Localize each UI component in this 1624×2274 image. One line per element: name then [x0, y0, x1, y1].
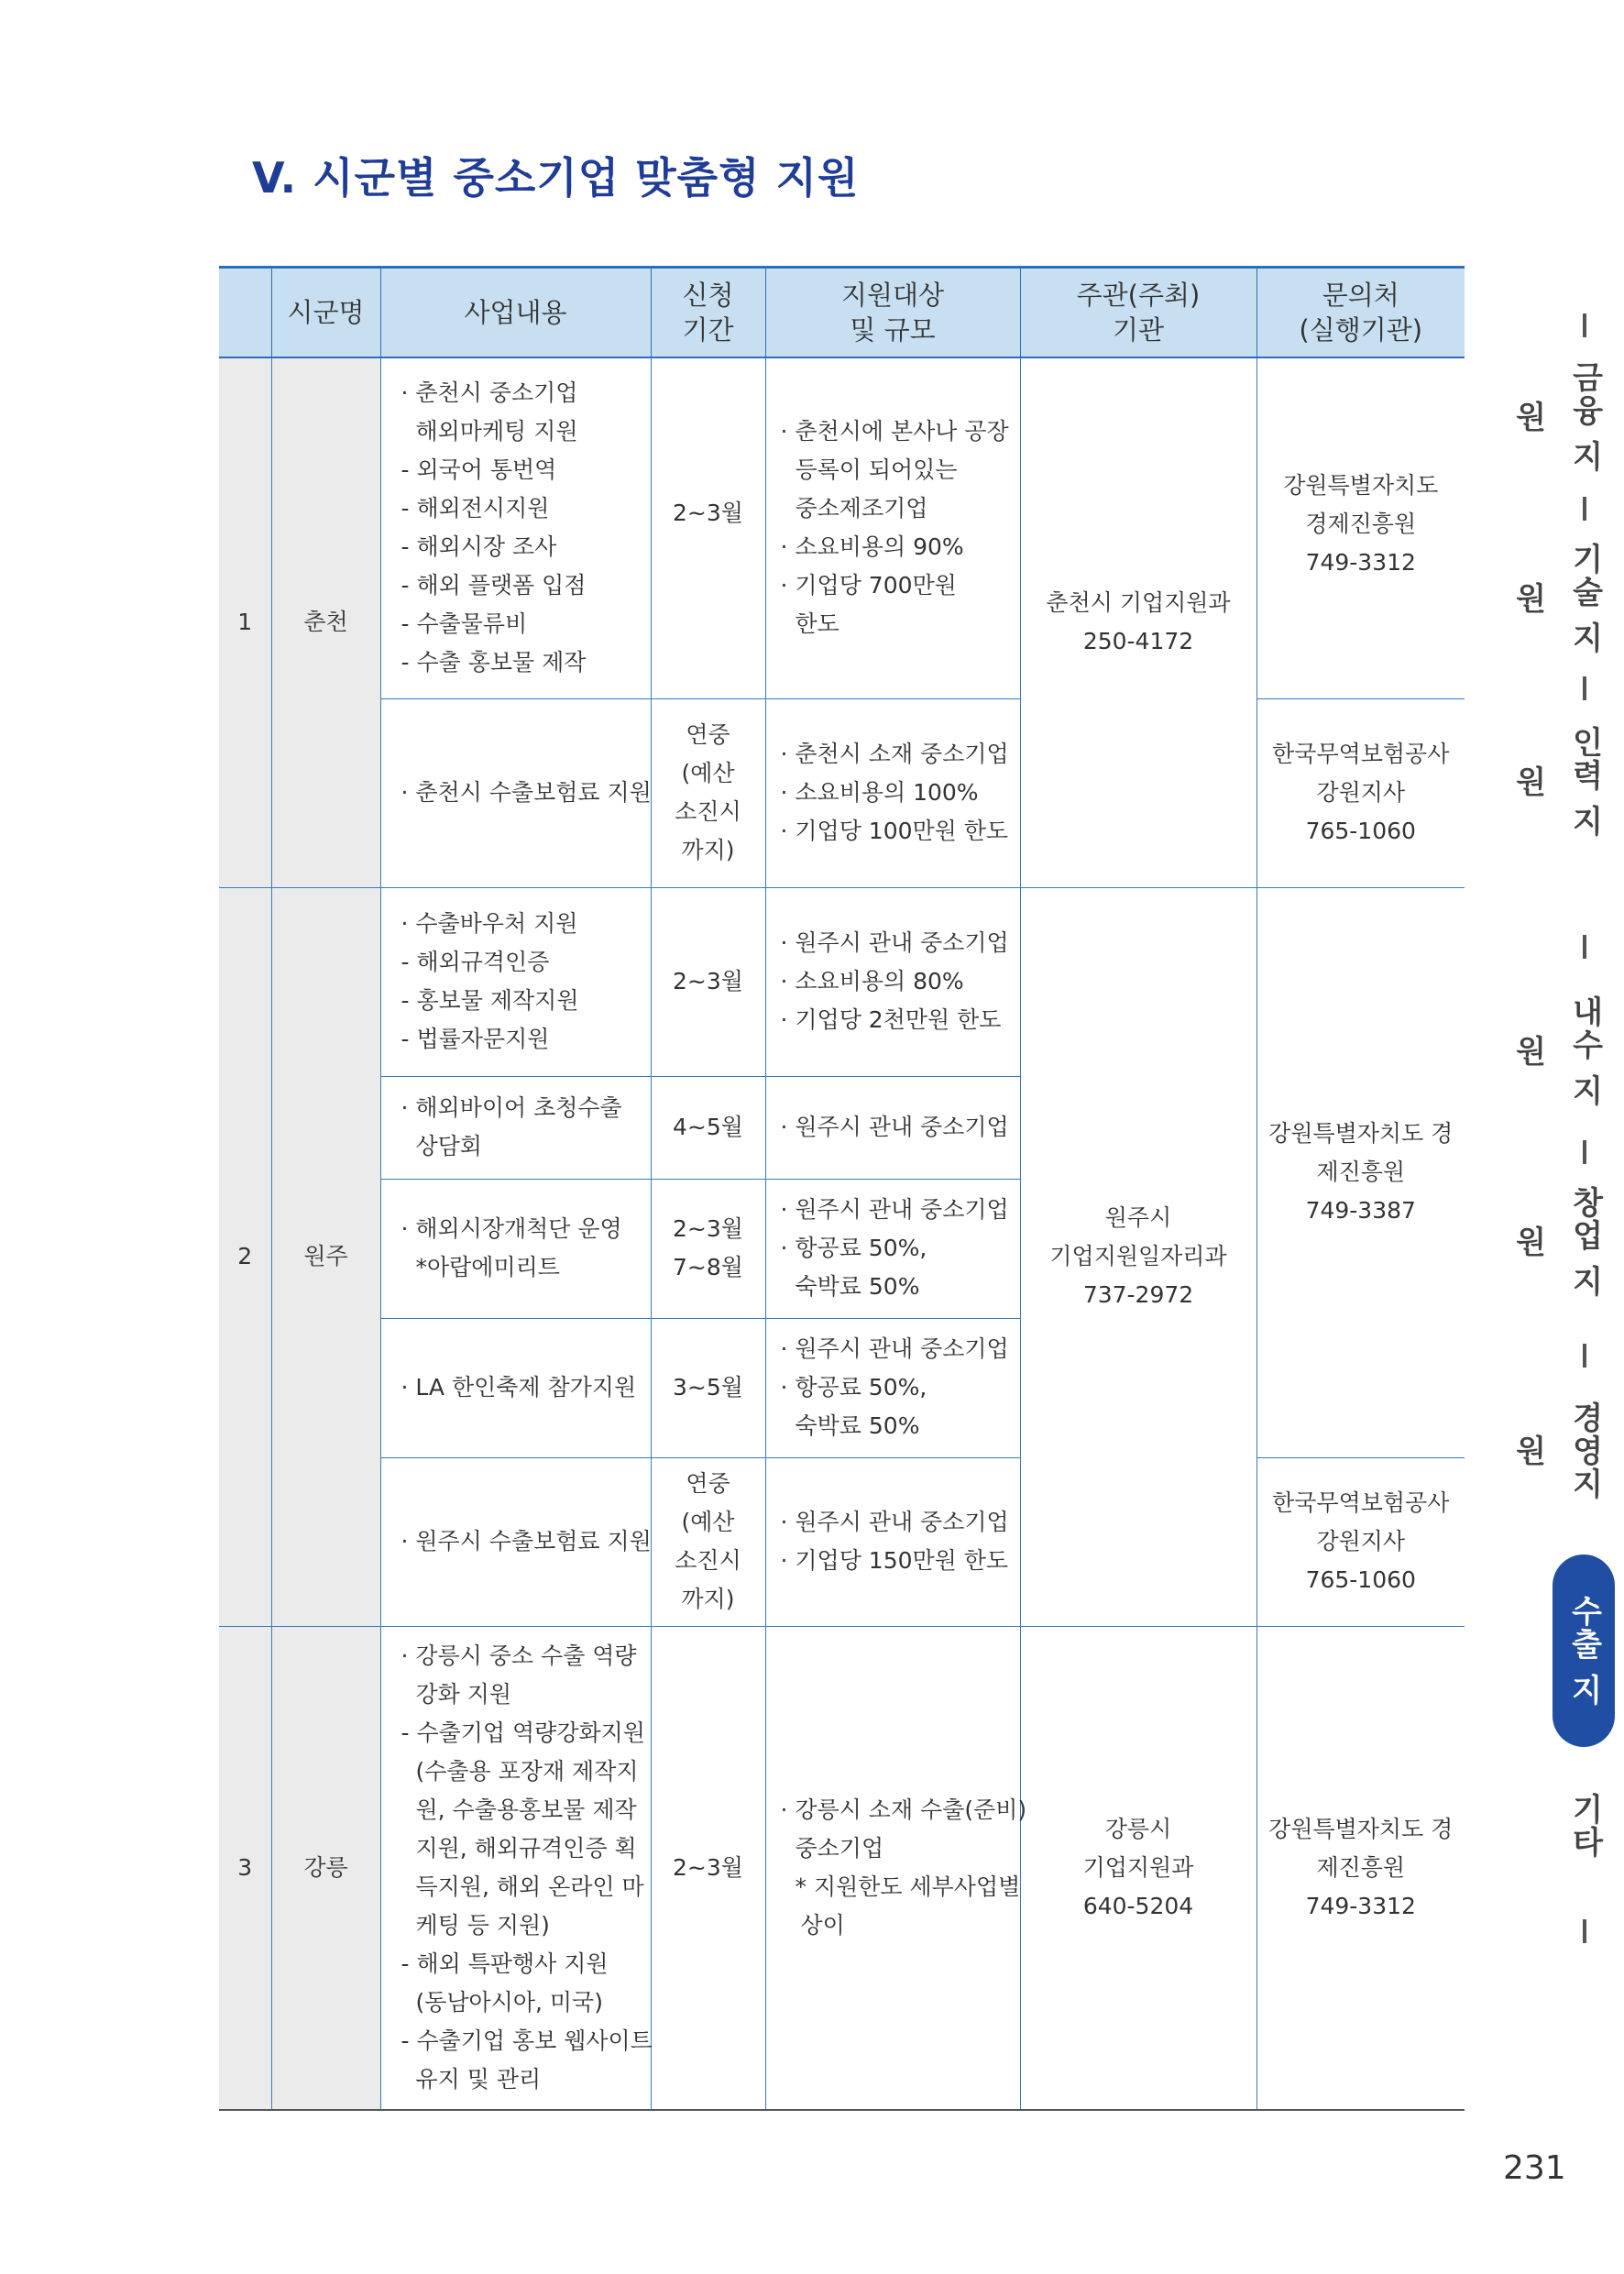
- target-line: · 원주시 관내 중소기업: [780, 1196, 1009, 1223]
- target-line: 중소기업: [795, 1834, 884, 1862]
- period-line: 2~3월: [673, 968, 743, 994]
- project-line: 지원, 해외규격인증 획: [415, 1834, 637, 1862]
- table-row: [219, 698, 1465, 887]
- project-cell: [380, 1457, 651, 1626]
- tab-startup[interactable]: 창업 지원: [1509, 1186, 1603, 1298]
- period-line: 3~5월: [673, 1374, 743, 1401]
- period-line: 2~3월: [673, 1215, 743, 1242]
- table-row: [219, 1457, 1465, 1626]
- tab-export-active[interactable]: [1509, 1554, 1615, 1747]
- period-line: 까지): [681, 1586, 735, 1612]
- page-title: V. 시군별 중소기업 맞춤형 지원: [252, 153, 860, 203]
- project-line: · 춘천시 중소기업: [401, 379, 578, 407]
- target-line: 숙박료 50%: [795, 1273, 920, 1300]
- project-cell: [380, 1318, 651, 1457]
- contact-line: 강원특별자치도: [1283, 472, 1439, 499]
- target-line: · 원주시 관내 중소기업: [780, 1509, 1009, 1535]
- host-line: 기업지원일자리과: [1049, 1243, 1227, 1269]
- header-host: [1020, 268, 1256, 358]
- contact-line: 강원지사: [1316, 779, 1406, 806]
- project-line: 원, 수출용홍보물 제작: [415, 1796, 637, 1823]
- contact-cell: [1256, 698, 1465, 887]
- project-line: · 해외시장개척단 운영: [401, 1215, 622, 1242]
- period-line: 4~5월: [673, 1114, 743, 1140]
- project-line: - 해외시장 조사: [401, 533, 557, 561]
- period-cell: [651, 1457, 765, 1626]
- project-line: · 해외바이어 초청수출: [401, 1094, 622, 1121]
- period-line: (예산: [681, 1509, 735, 1535]
- city-name: 원주: [271, 887, 380, 1626]
- project-cell: [380, 357, 651, 698]
- contact-line: 제진흥원: [1316, 1853, 1406, 1881]
- target-line: 중소제조기업: [795, 495, 928, 522]
- header-host-line: 주관(주최): [1076, 280, 1201, 311]
- project-line: 득지원, 해외 온라인 마: [415, 1873, 644, 1900]
- row-number: 3: [219, 1626, 271, 2110]
- host-line: 기업지원과: [1082, 1853, 1194, 1881]
- host-line: 춘천시 기업지원과: [1046, 589, 1231, 617]
- header-period: [651, 268, 765, 358]
- project-line: - 해외규격인증: [401, 949, 550, 975]
- project-cell: [380, 887, 651, 1076]
- project-cell: [380, 698, 651, 887]
- header-target: [765, 268, 1020, 358]
- project-line: - 수출물류비: [401, 610, 528, 638]
- host-line: 강릉시: [1104, 1815, 1172, 1842]
- project-line: - 수출 홍보물 제작: [401, 649, 587, 676]
- table-header-row: [219, 268, 1465, 358]
- contact-cell: [1256, 1626, 1465, 2110]
- target-line: 숙박료 50%: [795, 1412, 920, 1439]
- period-cell: [651, 887, 765, 1076]
- header-num: [219, 268, 271, 358]
- contact-cell: [1256, 887, 1465, 1457]
- target-cell: [765, 1076, 1020, 1179]
- contact-cell: [1256, 357, 1465, 698]
- header-target-line: 지원대상: [840, 280, 945, 311]
- header-contact: [1256, 268, 1465, 358]
- contact-cell: [1256, 1457, 1465, 1626]
- period-line: 7~8월: [673, 1254, 743, 1280]
- header-period-line: 신청: [682, 280, 734, 311]
- target-line: · 소요비용의 80%: [780, 968, 964, 994]
- header-contact-line: 문의처: [1322, 280, 1399, 311]
- contact-line: 749-3387: [1305, 1197, 1416, 1224]
- period-cell: [651, 1626, 765, 2110]
- target-cell: [765, 1626, 1027, 2110]
- target-line: · 강릉시 소재 수출(준비): [780, 1796, 1027, 1823]
- header-city: 시군명: [271, 268, 380, 358]
- project-line: - 법률자문지원: [401, 1026, 550, 1052]
- contact-line: 강원지사: [1316, 1528, 1406, 1554]
- host-line: 원주시: [1104, 1204, 1172, 1231]
- target-line: 상이: [800, 1911, 845, 1939]
- host-line: 640-5204: [1082, 1892, 1194, 1919]
- period-line: 연중: [686, 1470, 730, 1497]
- project-line: · 춘천시 수출보험료 지원: [401, 779, 652, 806]
- host-cell: [1020, 357, 1256, 887]
- tab-divider: [1583, 313, 1586, 337]
- header-host-line: 기관: [1112, 314, 1165, 346]
- project-cell: [380, 1076, 651, 1179]
- row-number: 2: [219, 887, 271, 1626]
- header-target-line: 및 규모: [850, 314, 936, 346]
- contact-line: 765-1060: [1305, 1566, 1416, 1593]
- period-line: 2~3월: [673, 500, 743, 526]
- target-line: · 원주시 관내 중소기업: [780, 929, 1009, 956]
- tab-workforce[interactable]: 인력 지원: [1509, 726, 1603, 838]
- support-table: [219, 266, 1465, 2111]
- target-cell: [765, 698, 1020, 887]
- tab-etc[interactable]: 기타: [1566, 1793, 1603, 1859]
- project-line: - 해외 특판행사 지원: [401, 1950, 609, 1977]
- target-line: · 원주시 관내 중소기업: [780, 1335, 1009, 1362]
- table-row: [219, 887, 1465, 1076]
- contact-line: 강원특별자치도 경: [1268, 1815, 1454, 1842]
- target-line: · 춘천시에 본사나 공장: [780, 418, 1009, 445]
- project-line: - 외국어 통번역: [401, 456, 557, 484]
- target-line: · 소요비용의 90%: [780, 533, 964, 561]
- target-line: · 기업당 700만원: [780, 572, 957, 599]
- project-line: - 홍보물 제작지원: [401, 987, 579, 1014]
- header-period-line: 기간: [682, 314, 734, 346]
- target-cell: [765, 887, 1020, 1076]
- host-line: 250-4172: [1082, 628, 1194, 655]
- project-line: 해외마케팅 지원: [415, 418, 578, 445]
- project-line: *아랍에미리트: [415, 1254, 560, 1280]
- project-line: 케팅 등 지원): [415, 1911, 550, 1939]
- contact-line: 제진흥원: [1316, 1159, 1406, 1185]
- host-line: 737-2972: [1082, 1281, 1194, 1308]
- contact-line: 749-3312: [1305, 1892, 1416, 1919]
- tab-divider: [1583, 497, 1586, 521]
- tab-divider: [1583, 676, 1586, 700]
- contact-line: 한국무역보험공사: [1272, 741, 1450, 767]
- period-line: 2~3월: [673, 1853, 743, 1881]
- project-line: - 해외전시지원: [401, 495, 550, 522]
- tab-divider: [1583, 1919, 1586, 1943]
- tab-domestic[interactable]: 내수 지원: [1509, 995, 1603, 1107]
- target-line: · 춘천시 소재 중소기업: [780, 741, 1009, 767]
- project-line: - 수출기업 홍보 웹사이트: [401, 2027, 653, 2054]
- period-cell: [651, 1179, 765, 1318]
- project-line: - 수출기업 역량강화지원: [401, 1719, 645, 1746]
- project-cell: [380, 1626, 651, 2110]
- project-line: (수출용 포장재 제작지: [415, 1757, 639, 1785]
- project-line: · 원주시 수출보험료 지원: [401, 1528, 652, 1554]
- tab-technology[interactable]: 기술 지원: [1509, 543, 1603, 654]
- period-cell: [651, 1318, 765, 1457]
- host-cell: [1020, 887, 1256, 1626]
- tab-management[interactable]: 경영지원: [1509, 1401, 1603, 1500]
- project-line: · 수출바우처 지원: [401, 910, 578, 937]
- target-line: · 기업당 2천만원 한도: [780, 1006, 1002, 1033]
- tab-finance[interactable]: 금융 지원: [1509, 361, 1603, 473]
- host-cell: [1020, 1626, 1256, 2110]
- target-line: · 소요비용의 100%: [780, 779, 979, 806]
- tab-export-label: 수출 지원: [1509, 1595, 1602, 1707]
- project-cell: [380, 1179, 651, 1318]
- target-cell: [765, 1179, 1020, 1318]
- contact-line: 765-1060: [1305, 818, 1416, 844]
- target-cell: [765, 1318, 1020, 1457]
- target-line: 등록이 되어있는: [795, 456, 958, 484]
- project-line: 유지 및 관리: [415, 2065, 542, 2093]
- period-line: 까지): [681, 837, 735, 863]
- target-line: · 원주시 관내 중소기업: [780, 1114, 1009, 1140]
- contact-line: 경제진흥원: [1305, 511, 1417, 537]
- project-line: 상담회: [415, 1133, 482, 1159]
- page-number: 231: [1503, 2149, 1566, 2187]
- table-row: [219, 1626, 1465, 2110]
- target-line: · 기업당 150만원 한도: [780, 1547, 1009, 1574]
- target-line: · 항공료 50%,: [780, 1374, 927, 1401]
- target-line: * 지원한도 세부사업별: [795, 1873, 1021, 1900]
- project-line: 강화 지원: [415, 1680, 512, 1708]
- target-cell: [765, 357, 1020, 698]
- city-name: 춘천: [271, 357, 380, 887]
- period-cell: [651, 357, 765, 698]
- contact-line: 강원특별자치도 경: [1268, 1120, 1454, 1147]
- target-line: · 항공료 50%,: [780, 1235, 927, 1261]
- project-line: · 강릉시 중소 수출 역량: [401, 1642, 637, 1669]
- table-row: [219, 357, 1465, 698]
- contact-line: 한국무역보험공사: [1272, 1489, 1450, 1516]
- project-line: (동남아시아, 미국): [415, 1988, 603, 2016]
- period-cell: [651, 698, 765, 887]
- tab-divider: [1583, 935, 1586, 959]
- project-line: - 해외 플랫폼 입점: [401, 572, 587, 599]
- city-name: 강릉: [271, 1626, 380, 2110]
- period-line: 소진시: [675, 798, 741, 825]
- section-tab-sidebar: [1509, 313, 1617, 1954]
- row-number: 1: [219, 357, 271, 887]
- header-contact-line: (실행기관): [1299, 314, 1423, 346]
- contact-line: 749-3312: [1305, 549, 1416, 576]
- period-line: (예산: [681, 760, 735, 786]
- period-line: 연중: [686, 721, 730, 748]
- target-line: · 기업당 100만원 한도: [780, 818, 1009, 844]
- project-line: · LA 한인축제 참가지원: [401, 1374, 637, 1401]
- tab-divider: [1583, 1344, 1586, 1368]
- header-project: 사업내용: [380, 268, 651, 358]
- target-cell: [765, 1457, 1020, 1626]
- period-line: 소진시: [675, 1547, 741, 1574]
- target-line: 한도: [795, 610, 839, 638]
- tab-divider: [1583, 1140, 1586, 1164]
- period-cell: [651, 1076, 765, 1179]
